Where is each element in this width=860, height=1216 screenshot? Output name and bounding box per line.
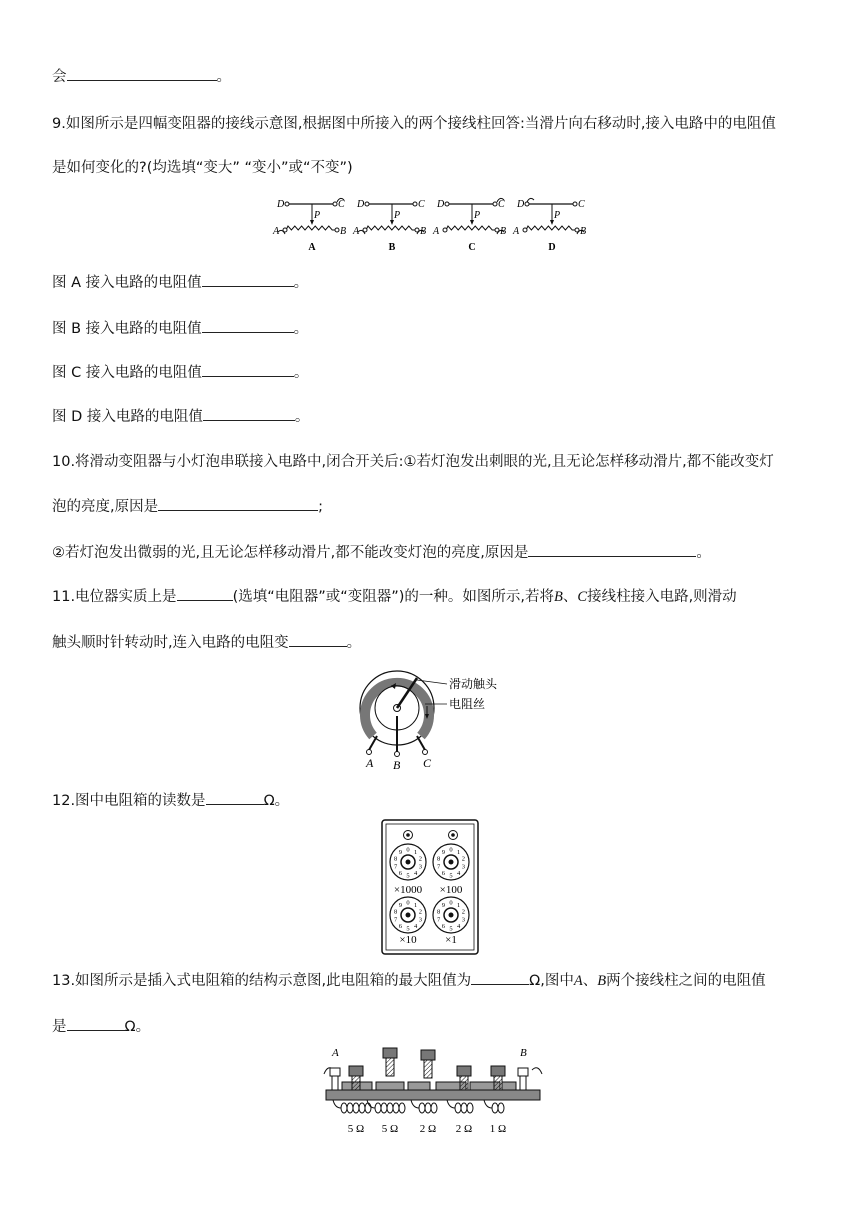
text: ; [318, 499, 323, 515]
resistor-label: 2 Ω [455, 1123, 473, 1135]
text: 图 A 接入电路的电阻值 [52, 275, 202, 291]
answer-blank[interactable] [67, 66, 217, 81]
dial-digit: 8 [436, 855, 441, 863]
terminal-a [443, 228, 447, 232]
label-resistance-wire: 电阻丝 [449, 697, 486, 711]
label-c: C [578, 199, 585, 210]
dial-digit: 0 [449, 899, 453, 907]
dial-1000 [390, 844, 426, 880]
label-c: C [498, 199, 505, 210]
dial-digit: 3 [461, 916, 466, 924]
copper-segment [502, 1082, 516, 1090]
answer-line-d [52, 406, 309, 427]
q11-line-2 [52, 632, 361, 653]
rheostat-panel-c [432, 198, 506, 253]
text: 11.电位器实质上是 [52, 589, 177, 605]
connection-wire [527, 198, 534, 202]
resistance-coil [526, 226, 576, 230]
answer-blank[interactable] [202, 362, 294, 377]
terminal-c [333, 202, 337, 206]
base-plate [326, 1090, 540, 1100]
label-a: A [513, 226, 520, 237]
coil-turn [341, 1103, 347, 1113]
text: ②若灯泡发出微弱的光,且无论怎样移动滑片,都不能改变灯泡的亮度,原因是 [52, 545, 529, 561]
dial-digit: 4 [413, 870, 418, 877]
answer-blank[interactable] [528, 542, 696, 557]
resistor-label: 5 Ω [381, 1123, 399, 1135]
label-c: C [418, 199, 425, 210]
copper-segment [376, 1082, 404, 1090]
label-d: D [357, 199, 365, 210]
q12-line [52, 790, 289, 811]
dial-digit: 1 [456, 902, 461, 909]
coil-lead [367, 1100, 375, 1108]
dial-digit: 7 [393, 863, 398, 871]
terminal-c [423, 750, 428, 755]
answer-blank[interactable] [203, 406, 295, 421]
coil-turn [431, 1103, 437, 1113]
resistor-coil-3 [411, 1100, 437, 1113]
label-c: C [423, 756, 432, 770]
terminal-c [573, 202, 577, 206]
label-b: B [520, 1047, 527, 1059]
dial-digit: 7 [436, 916, 441, 924]
q10-line-3 [52, 542, 711, 563]
terminal-b [395, 752, 400, 757]
text: 图 B 接入电路的电阻值 [52, 321, 202, 337]
plug-stem [352, 1076, 360, 1090]
text: 。 [293, 365, 309, 381]
dial-digit: 9 [441, 849, 446, 856]
answer-blank[interactable] [202, 272, 294, 287]
label-d: D [437, 199, 445, 210]
plug-stem [494, 1076, 502, 1090]
terminal-stem-a [332, 1076, 338, 1090]
terminal-post-a [330, 1068, 340, 1076]
label-p: P [474, 210, 481, 221]
dial-center [449, 913, 454, 918]
dial-digit: 1 [413, 902, 418, 909]
label-b: B [340, 226, 347, 237]
coil-turn [359, 1103, 365, 1113]
terminal-b-label: B [554, 589, 563, 605]
text: 、 [582, 973, 598, 989]
dial-center [449, 860, 454, 865]
coil-turn [419, 1103, 425, 1113]
coil-turn [492, 1103, 498, 1113]
answer-blank[interactable] [471, 970, 529, 985]
rheostat-panel-a [272, 198, 346, 253]
label-a: A [366, 756, 374, 770]
terminal-left-center [406, 833, 410, 837]
text: 13.如图所示是插入式电阻箱的结构示意图,此电阻箱的最大阻值为 [52, 973, 472, 989]
label-slider-contact: 滑动触头 [449, 677, 498, 691]
coil-turn [425, 1103, 431, 1113]
plug-stem [386, 1058, 394, 1076]
dial-digit: 3 [418, 916, 423, 924]
resistance-coil [446, 226, 496, 230]
plug-stem [460, 1076, 468, 1090]
plug-3 [421, 1050, 435, 1078]
label-d: D [517, 199, 525, 210]
dial-100 [433, 844, 469, 880]
dial-digit: 9 [398, 902, 403, 909]
coil-turn [399, 1103, 405, 1113]
coil-turn [353, 1103, 359, 1113]
wire-b [532, 1068, 542, 1074]
dial-digit: 4 [456, 923, 461, 930]
dial-digit: 2 [461, 855, 466, 863]
resistance-coil [366, 226, 416, 230]
coil-turn [455, 1103, 461, 1113]
dial-digit: 6 [398, 923, 403, 930]
dial-1 [433, 897, 469, 933]
dial-digit: 8 [393, 908, 398, 916]
resistor-label: 2 Ω [419, 1123, 437, 1135]
dial-digit: 4 [456, 870, 461, 877]
coil-lead [484, 1100, 492, 1108]
panel-label: D [548, 242, 556, 253]
multiplier-10: ×10 [399, 934, 417, 946]
text: 12.图中电阻箱的读数是 [52, 793, 206, 809]
potentiometer-figure [355, 668, 515, 772]
answer-line-c [52, 362, 308, 383]
text: 两个接线柱之间的电阻值 [606, 973, 766, 989]
q9-line-1: 9.如图所示是四幅变阻器的接线示意图,根据图中所接入的两个接线柱回答:当滑片向右移动时,接入电路中的电阻值 [52, 116, 776, 132]
continuation-line [52, 66, 231, 87]
dial-digit: 2 [461, 908, 466, 916]
dial-digit: 7 [393, 916, 398, 924]
coil-turn [375, 1103, 381, 1113]
label-p: P [554, 210, 561, 221]
dial-digit: 9 [398, 849, 403, 856]
answer-blank[interactable] [289, 632, 347, 647]
text: 。 [346, 635, 362, 651]
terminal-d [445, 202, 449, 206]
copper-segment [408, 1082, 430, 1090]
dial-digit: 4 [413, 923, 418, 930]
terminal-right-center [451, 833, 455, 837]
dial-digit: 6 [441, 870, 446, 877]
coil-turn [461, 1103, 467, 1113]
resistor-label: 1 Ω [489, 1123, 507, 1135]
coil-lead [447, 1100, 455, 1108]
resistor-coil-2 [367, 1100, 405, 1113]
terminal-d [365, 202, 369, 206]
label-d: D [277, 199, 285, 210]
dial-center [406, 860, 411, 865]
text: 会 [52, 69, 67, 85]
terminal-post-b [518, 1068, 528, 1076]
coil-turn [393, 1103, 399, 1113]
dial-digit: 5 [406, 925, 410, 933]
q13-line-2 [52, 1016, 150, 1037]
plug-head [349, 1066, 363, 1076]
panel-label: B [388, 242, 396, 253]
coil-lead [333, 1100, 341, 1108]
dial-digit: 7 [436, 863, 441, 871]
dial-digit: 8 [436, 908, 441, 916]
text: 。 [216, 69, 231, 85]
dial-digit: 2 [418, 908, 423, 916]
dial-digit: 0 [406, 846, 410, 854]
plug-resistance-box-figure [318, 1046, 548, 1138]
plug-2 [383, 1048, 397, 1076]
terminal-b-label: B [597, 973, 607, 989]
answer-blank[interactable] [206, 790, 264, 805]
q9-line-2: 是如何变化的?(均选填“变大” “变小”或“不变”) [52, 160, 353, 176]
q13-line-1 [52, 970, 766, 991]
terminal-d [525, 202, 529, 206]
resistance-coil [286, 226, 336, 230]
text: 泡的亮度,原因是 [52, 499, 159, 515]
text: 。 [293, 275, 309, 291]
label-b: B [500, 226, 507, 237]
text: Ω。 [263, 793, 290, 809]
label-c: C [338, 199, 345, 210]
q10-line-1: 10.将滑动变阻器与小灯泡串联接入电路中,闭合开关后:①若灯泡发出刺眼的光,且无论怎样移动滑片,都不能改变灯 [52, 454, 774, 470]
text: 图 D 接入电路的电阻值 [52, 409, 203, 425]
terminal-c [413, 202, 417, 206]
text: 。 [696, 545, 711, 561]
terminal-a-label: A [573, 973, 583, 989]
q11-line-1 [52, 586, 737, 607]
multiplier-100: ×100 [439, 884, 463, 896]
coil-turn [467, 1103, 473, 1113]
label-p: P [394, 210, 401, 221]
dial-digit: 1 [456, 849, 461, 856]
plug-stem [424, 1060, 432, 1078]
label-b: B [393, 758, 401, 772]
dial-digit: 6 [441, 923, 446, 930]
coil-turn [347, 1103, 353, 1113]
terminal-stem-b [520, 1076, 526, 1090]
multiplier-1000: ×1000 [393, 884, 423, 896]
text: 是 [52, 1019, 67, 1035]
label-b: B [580, 226, 587, 237]
terminal-d [285, 202, 289, 206]
text: 图 C 接入电路的电阻值 [52, 365, 202, 381]
dial-digit: 0 [449, 846, 453, 854]
dial-digit: 3 [461, 863, 466, 871]
text: Ω,图中 [529, 973, 574, 989]
dial-digit: 5 [406, 872, 410, 880]
dial-digit: 0 [406, 899, 410, 907]
coil-turn [387, 1103, 393, 1113]
text: 、 [562, 589, 578, 605]
panel-label: A [308, 242, 316, 253]
text: 。 [294, 409, 310, 425]
resistor-coil-5 [484, 1100, 504, 1113]
dial-center [406, 913, 411, 918]
label-a: A [332, 1047, 339, 1059]
text: (选填“电阻器”或“变阻器”)的一种。如图所示,若将 [232, 589, 555, 605]
resistor-label: 5 Ω [347, 1123, 365, 1135]
text: Ω。 [124, 1019, 151, 1035]
terminal-c-label: C [577, 589, 588, 605]
rheostat-figure [270, 190, 600, 258]
answer-blank[interactable] [158, 496, 318, 511]
plug-head [491, 1066, 505, 1076]
panel-label: C [468, 242, 476, 253]
label-b: B [420, 226, 427, 237]
text: 触头顺时针转动时,连入电路的电阻变 [52, 635, 289, 651]
terminal-a [523, 228, 527, 232]
q10-line-2 [52, 496, 323, 517]
answer-blank[interactable] [67, 1016, 125, 1031]
answer-blank[interactable] [202, 318, 294, 333]
text: 。 [293, 321, 309, 337]
answer-line-b [52, 318, 308, 339]
dial-10 [390, 897, 426, 933]
answer-blank[interactable] [177, 586, 233, 601]
label-a: A [273, 226, 280, 237]
text: 接线柱接入电路,则滑动 [587, 589, 737, 605]
plug-head [457, 1066, 471, 1076]
dial-digit: 2 [418, 855, 423, 863]
dial-digit: 9 [441, 902, 446, 909]
coil-turn [381, 1103, 387, 1113]
multiplier-1: ×1 [445, 934, 457, 946]
label-p: P [314, 210, 321, 221]
dial-digit: 1 [413, 849, 418, 856]
dial-digit: 3 [418, 863, 423, 871]
dial-digit: 5 [449, 872, 453, 880]
coil-turn [498, 1103, 504, 1113]
terminal-b [335, 228, 339, 232]
label-a: A [433, 226, 440, 237]
resistance-box-figure [381, 819, 479, 955]
coil-turn [365, 1103, 371, 1113]
terminal-a [367, 750, 372, 755]
plug-head [383, 1048, 397, 1058]
rheostat-panel-d [512, 198, 586, 253]
rheostat-panel-b [352, 199, 426, 253]
resistor-coil-4 [447, 1100, 473, 1113]
dial-digit: 6 [398, 870, 403, 877]
coil-lead [411, 1100, 419, 1108]
resistor-coil-1 [333, 1100, 371, 1113]
terminal-c [493, 202, 497, 206]
plug-head [421, 1050, 435, 1060]
answer-line-a [52, 272, 308, 293]
label-a: A [353, 226, 360, 237]
dial-digit: 8 [393, 855, 398, 863]
dial-digit: 5 [449, 925, 453, 933]
